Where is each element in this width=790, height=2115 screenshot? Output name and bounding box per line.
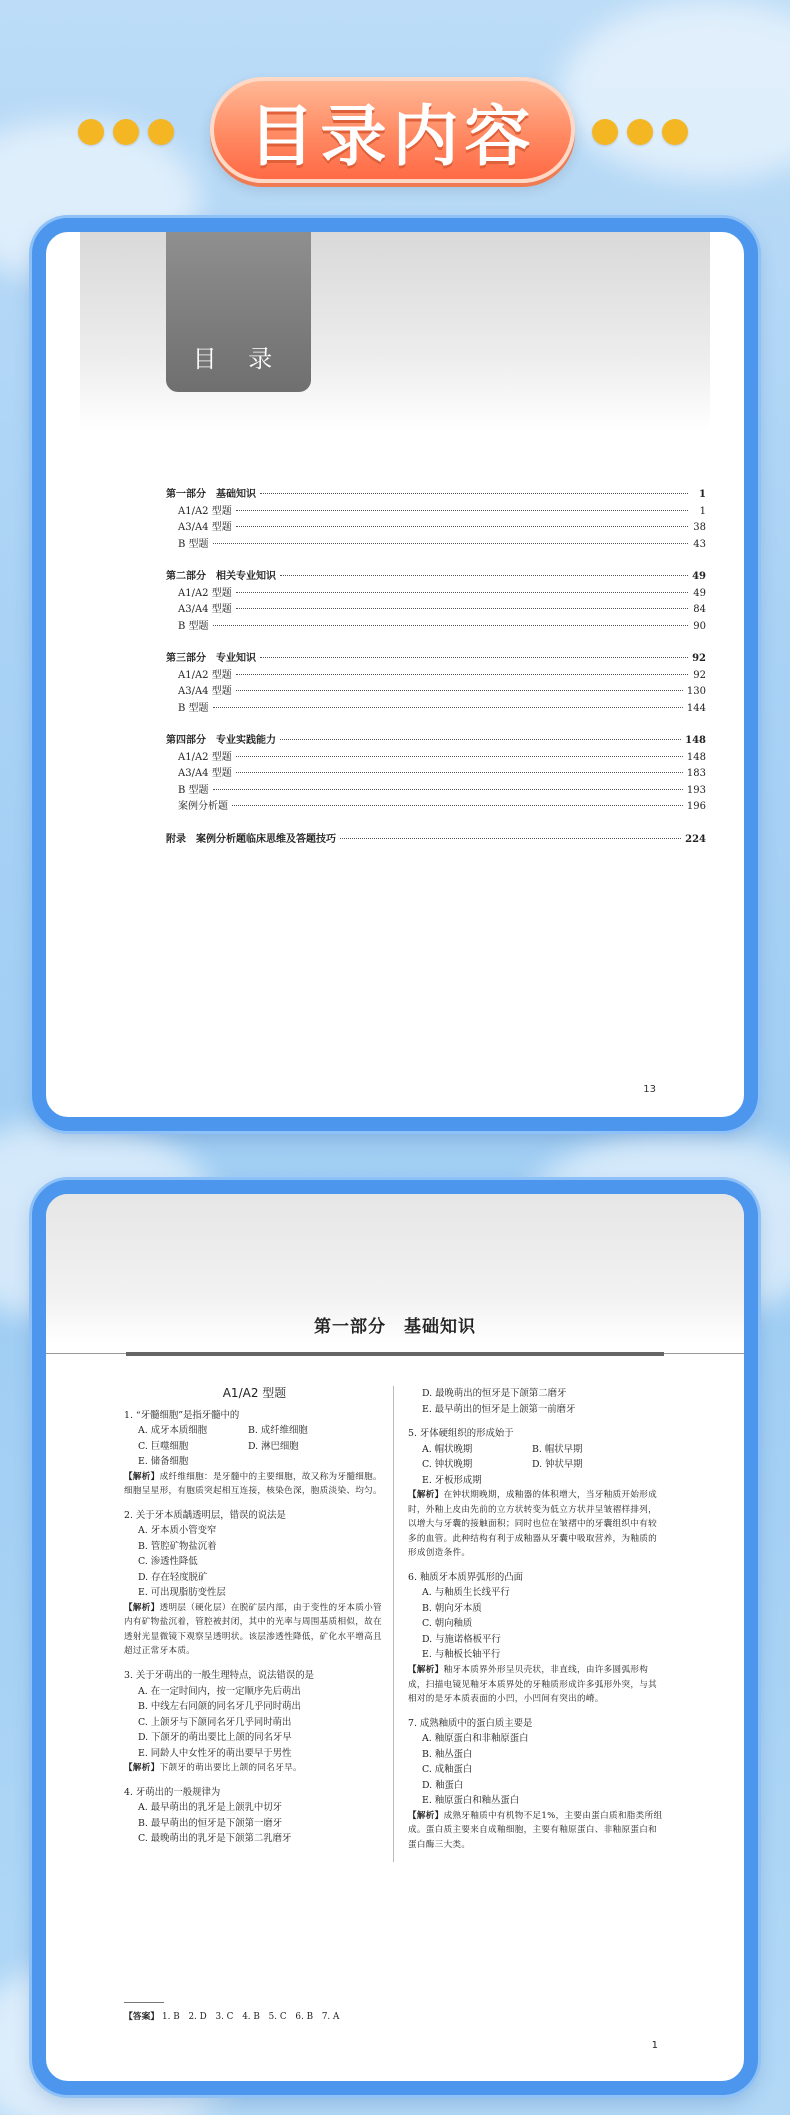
toc-entry-page: 84 <box>693 604 706 615</box>
explanation-text: 在钟状期晚期，成釉器的体积增大，当牙釉质开始形成时，外釉上皮由先前的立方状转变为低立方状并呈皱褶样排列，以增大与牙囊的接触面积；同时也位在皱褶中的牙囊组织中有较多的血管。此种结构有利于成釉器从牙囊中吸取营养，为釉质的形成创造条件。 <box>408 1490 658 1559</box>
toc-group <box>166 731 706 814</box>
dot-leader <box>236 756 683 757</box>
page-number: 1 <box>651 2040 658 2051</box>
option-a: A. 与釉质生长线平行 <box>422 1587 510 1599</box>
toc-entry-page: 224 <box>685 833 706 845</box>
explanation-text: 下颌牙的萌出要比上颌的同名牙早。 <box>159 1763 302 1774</box>
option-e: E. 储备细胞 <box>138 1456 189 1467</box>
option-e: E. 牙板形成期 <box>422 1474 482 1486</box>
option-e: E. 与釉板长轴平行 <box>422 1649 501 1661</box>
answer-list: 1. B 2. D 3. C 4. B 5. C 6. B 7. A <box>162 2012 340 2022</box>
option-c: C. 渗透性降低 <box>138 1556 198 1568</box>
answer-tag: 【答案】 <box>124 2012 160 2022</box>
dot-leader <box>213 789 683 790</box>
explanation <box>408 1809 664 1853</box>
option-c: C. 巨噬细胞 <box>138 1440 189 1452</box>
dot-icon <box>662 119 688 145</box>
option-d: D. 最晚萌出的恒牙是下颌第二磨牙 <box>422 1388 567 1399</box>
toc-sub-entry[interactable] <box>166 600 706 617</box>
toc-entry-page: 49 <box>693 587 706 599</box>
toc-sub-entry[interactable] <box>166 518 706 535</box>
explanation <box>408 1663 664 1707</box>
option-d: D. 存在轻度脱矿 <box>138 1571 208 1583</box>
toc-entry-page: 1 <box>699 489 706 500</box>
toc-sub-entry[interactable] <box>166 535 706 552</box>
toc-entry-label: A1/A2 型题 <box>178 751 232 763</box>
dot-icon <box>592 119 618 145</box>
explanation-tag: 【解析】 <box>124 1471 160 1482</box>
dot-icon <box>627 119 653 145</box>
question-stem: 4. 牙萌出的一般规律为 <box>124 1786 221 1798</box>
part-title: 第一部分 基础知识 <box>314 1317 476 1337</box>
title-banner <box>210 77 575 183</box>
toc-sub-entry[interactable] <box>166 699 706 716</box>
toc-sub-entry[interactable] <box>166 584 706 601</box>
toc-part-entry[interactable] <box>166 731 706 748</box>
toc-entry-page: 90 <box>693 620 706 632</box>
dot-leader <box>236 674 688 675</box>
toc-entry-label: 附录 案例分析题临床思维及答题技巧 <box>166 833 336 845</box>
option-e: E. 可出现脂肪变性层 <box>138 1587 226 1599</box>
option-b: B. 中线左右同颌的同名牙几乎同时萌出 <box>138 1701 301 1713</box>
toc-entry-label: 第一部分 基础知识 <box>166 489 256 500</box>
divider <box>124 2002 164 2003</box>
toc-part-entry[interactable] <box>166 830 706 847</box>
toc-entry-page: 38 <box>693 522 706 533</box>
toc-entry-label: B 型题 <box>178 784 209 796</box>
explanation-text: 透明层（硬化层）在脱矿层内部，由于变性的牙本质小管内有矿物盐沉着，管腔被封闭，其中的光率与周围基质相似，故在透射光显微镜下观察呈透明状。该层渗透性降低，矿化水平增高且超过正常牙本质。 <box>124 1602 382 1657</box>
toc-sub-entry[interactable] <box>166 682 706 699</box>
toc-entry-label: 第二部分 相关专业知识 <box>166 571 276 582</box>
question-stem: 3. 关于牙萌出的一般生理特点，说法错误的是 <box>124 1670 315 1682</box>
toc-group <box>166 830 706 847</box>
toc-entry-page: 49 <box>692 571 706 582</box>
content-page-card <box>32 1180 758 2095</box>
option-e: E. 同龄人中女性牙的萌出要早于男性 <box>138 1747 292 1759</box>
question-4-continued <box>408 1386 664 1417</box>
option-d: D. 钟状早期 <box>532 1459 583 1470</box>
toc-part-entry[interactable] <box>166 567 706 584</box>
dot-leader <box>236 592 688 593</box>
toc-entry-page: 183 <box>686 768 706 779</box>
dot-leader <box>340 838 681 839</box>
toc-entry-label: B 型题 <box>178 702 209 714</box>
banner-title: 目录内容 <box>248 97 537 175</box>
toc-entry-label: A1/A2 型题 <box>178 587 232 599</box>
dot-leader <box>260 657 688 658</box>
option-d: D. 淋巴细胞 <box>248 1440 299 1452</box>
toc-tab <box>166 232 311 392</box>
toc-entry-label: B 型题 <box>178 538 209 550</box>
option-pair <box>124 1423 385 1439</box>
toc-sub-entry[interactable] <box>166 502 706 519</box>
toc-entry-label: A1/A2 型题 <box>178 505 232 517</box>
right-column <box>394 1386 664 1862</box>
dot-leader <box>232 805 683 806</box>
option-b: B. 朝向牙本质 <box>422 1602 482 1614</box>
dot-icon <box>78 119 104 145</box>
option-d: D. 与施诺格板平行 <box>422 1633 501 1645</box>
dots-left <box>78 119 174 145</box>
toc-part-entry[interactable] <box>166 485 706 502</box>
option-b: B. 最早萌出的恒牙是下颌第一磨牙 <box>138 1817 283 1829</box>
answer-key <box>124 2002 404 2022</box>
option-a: A. 釉原蛋白和非釉原蛋白 <box>422 1733 529 1745</box>
toc-entry-page: 130 <box>686 686 706 697</box>
toc-entry-page: 43 <box>693 538 706 550</box>
dot-leader <box>280 575 688 576</box>
question-stem: 6. 釉质牙本质界弧形的凸面 <box>408 1571 524 1583</box>
toc-sub-entry[interactable] <box>166 781 706 798</box>
option-pair <box>124 1439 385 1455</box>
table-of-contents <box>166 485 706 862</box>
toc-tab-title: 目 录 <box>192 345 285 373</box>
question-stem: 5. 牙体硬组织的形成始于 <box>408 1428 514 1439</box>
option-a: A. 最早萌出的乳牙是上颌乳中切牙 <box>138 1802 282 1814</box>
section-heading: A1/A2 型题 <box>222 1386 287 1400</box>
option-pair <box>408 1442 664 1458</box>
question-2 <box>124 1508 385 1659</box>
option-c: C. 朝向釉质 <box>422 1618 473 1630</box>
explanation <box>124 1761 385 1776</box>
toc-sub-entry[interactable] <box>166 748 706 765</box>
toc-entry-page: 148 <box>685 735 706 746</box>
toc-entry-page: 196 <box>686 801 706 812</box>
dot-leader <box>236 772 683 773</box>
toc-entry-page: 148 <box>686 751 706 763</box>
option-b: B. 管腔矿物盐沉着 <box>138 1540 217 1552</box>
toc-entry-label: 第三部分 专业知识 <box>166 653 256 664</box>
toc-entry-page: 193 <box>686 784 706 796</box>
toc-entry-label: 案例分析题 <box>178 801 228 812</box>
toc-entry-page: 1 <box>699 505 706 517</box>
explanation-tag: 【解析】 <box>124 1602 160 1613</box>
toc-entry-label: A3/A4 型题 <box>178 686 232 697</box>
explanation-text: 釉牙本质界外形呈贝壳状，非直线，由许多圆弧形构成，扫描电镜见釉牙本质界处的牙釉质形成许多弧形外突，与其相对的是牙本质表面的小凹，小凹间有突出的嵴。 <box>408 1664 658 1705</box>
dot-icon <box>113 119 139 145</box>
dot-leader <box>236 690 683 691</box>
dot-leader <box>236 510 688 511</box>
toc-entry-page: 92 <box>692 653 706 664</box>
dot-leader <box>213 543 688 544</box>
toc-group <box>166 649 706 715</box>
option-a: A. 成牙本质细胞 <box>138 1425 207 1436</box>
question-5 <box>408 1426 664 1561</box>
toc-sub-entry[interactable] <box>166 764 706 781</box>
question-3 <box>124 1668 385 1776</box>
toc-sub-entry[interactable] <box>166 797 706 814</box>
option-b: B. 帽状早期 <box>532 1443 583 1455</box>
option-e: E. 最早萌出的恒牙是上颌第一前磨牙 <box>422 1403 576 1415</box>
question-4 <box>124 1785 385 1847</box>
toc-entry-label: B 型题 <box>178 620 209 632</box>
option-c: C. 成釉蛋白 <box>422 1764 473 1776</box>
explanation <box>124 1470 385 1499</box>
option-b: B. 成纤维细胞 <box>248 1425 308 1436</box>
question-1 <box>124 1408 385 1499</box>
toc-group <box>166 567 706 633</box>
question-stem: 1. “牙髓细胞”是指牙髓中的 <box>124 1409 240 1421</box>
toc-entry-label: A3/A4 型题 <box>178 768 232 779</box>
toc-page-card <box>32 218 758 1131</box>
dot-leader <box>213 707 683 708</box>
explanation <box>124 1601 385 1659</box>
dots-right <box>592 119 688 145</box>
dot-leader <box>236 526 688 527</box>
toc-entry-label: A1/A2 型题 <box>178 669 232 681</box>
toc-entry-label: A3/A4 型题 <box>178 604 232 615</box>
dot-icon <box>148 119 174 145</box>
question-stem: 2. 关于牙本质龋透明层，错误的说法是 <box>124 1509 286 1521</box>
left-column <box>124 1386 394 1862</box>
toc-group <box>166 485 706 551</box>
page-header <box>0 75 790 185</box>
explanation-tag: 【解析】 <box>124 1763 160 1774</box>
option-pair <box>408 1457 664 1473</box>
toc-sub-entry[interactable] <box>166 617 706 634</box>
option-c: C. 钟状晚期 <box>422 1459 473 1470</box>
dot-leader <box>236 608 688 609</box>
toc-entry-page: 144 <box>686 702 706 714</box>
question-6 <box>408 1570 664 1707</box>
dot-leader <box>213 625 688 626</box>
option-e: E. 釉原蛋白和釉丛蛋白 <box>422 1795 520 1807</box>
explanation-tag: 【解析】 <box>408 1664 444 1675</box>
question-stem: 7. 成熟釉质中的蛋白质主要是 <box>408 1717 533 1729</box>
option-c: C. 上颌牙与下颌同名牙几乎同时萌出 <box>138 1716 292 1728</box>
toc-entry-label: 第四部分 专业实践能力 <box>166 735 276 746</box>
option-d: D. 下颌牙的萌出要比上颌的同名牙早 <box>138 1732 292 1744</box>
page-number: 13 <box>643 1084 656 1095</box>
explanation-text: 成熟牙釉质中有机物不足1%，主要由蛋白质和脂类所组成。蛋白质主要来自成釉细胞，主要有釉原蛋白、非釉原蛋白和蛋白酶三大类。 <box>408 1810 663 1850</box>
option-a: A. 帽状晚期 <box>422 1443 473 1455</box>
option-a: A. 牙本质小管变窄 <box>138 1525 217 1537</box>
toc-part-entry[interactable] <box>166 649 706 666</box>
dot-leader <box>280 739 681 740</box>
dot-leader <box>260 493 688 494</box>
option-b: B. 釉丛蛋白 <box>422 1748 473 1760</box>
title-rule <box>46 1352 744 1356</box>
option-c: C. 最晚萌出的乳牙是下颌第二乳磨牙 <box>138 1833 292 1845</box>
explanation-text: 成纤维细胞：是牙髓中的主要细胞，故又称为牙髓细胞。细胞呈星形，有胞质突起相互连接，核染色深，胞质淡染、均匀。 <box>124 1471 382 1497</box>
question-columns <box>124 1386 684 1862</box>
explanation-tag: 【解析】 <box>408 1490 444 1500</box>
question-7 <box>408 1716 664 1853</box>
toc-entry-label: A3/A4 型题 <box>178 522 232 533</box>
toc-sub-entry[interactable] <box>166 666 706 683</box>
option-a: A. 在一定时间内，按一定顺序先后萌出 <box>138 1685 301 1697</box>
explanation-tag: 【解析】 <box>408 1810 444 1821</box>
explanation <box>408 1488 664 1561</box>
option-d: D. 釉蛋白 <box>422 1779 464 1791</box>
toc-entry-page: 92 <box>693 669 706 681</box>
